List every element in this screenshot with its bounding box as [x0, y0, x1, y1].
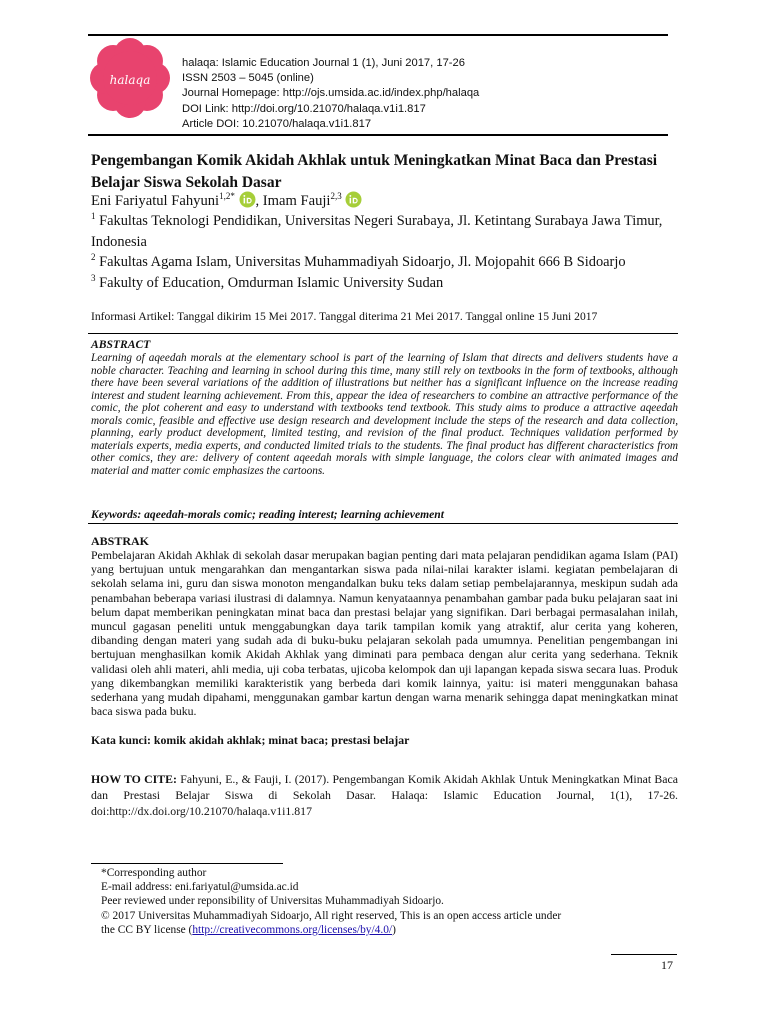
- corresponding-author-note: *Corresponding author: [101, 867, 207, 879]
- affiliation-3-text: Fakulty of Education, Omdurman Islamic University Sudan: [99, 275, 444, 291]
- journal-doi-link-line[interactable]: DOI Link: http://doi.org/10.21070/halaqa.v1i1.817: [182, 102, 426, 115]
- logo-text: halaqa: [109, 73, 151, 87]
- article-title: Pengembangan Komik Akidah Akhlak untuk Meningkatkan Minat Baca dan Prestasi Belajar Siswa Sekolah Dasar: [91, 152, 658, 191]
- author-2-affiliation-marks: 2,3: [330, 191, 342, 201]
- journal-citation-line: halaqa: Islamic Education Journal 1 (1), Juni 2017, 17-26: [182, 57, 465, 69]
- peer-review-note: Peer reviewed under reponsibility of Universitas Muhammadiyah Sidoarjo.: [101, 895, 444, 908]
- page-number-rule: [611, 954, 677, 955]
- author-separator: ,: [255, 193, 263, 209]
- author-name-2: Imam Fauji: [262, 193, 331, 209]
- article-info: Informasi Artikel: Tanggal dikirim 15 Mei 2017. Tanggal diterima 21 Mei 2017. Tanggal online 15 Juni 2017: [91, 310, 598, 323]
- abstract-heading: ABSTRACT: [91, 338, 151, 351]
- footnote-rule: [91, 863, 283, 864]
- journal-issn-line: ISSN 2503 – 5045 (online): [182, 72, 314, 85]
- orcid-icon[interactable]: [239, 191, 256, 208]
- email-address: E-mail address: eni.fariyatul@umsida.ac.id: [101, 881, 299, 894]
- how-to-cite: [91, 771, 678, 819]
- author-name-1: Eni Fariyatul Fahyuni: [91, 193, 220, 209]
- author-1-affiliation-marks: 1,2*: [219, 191, 235, 201]
- affiliation-1-text: Fakultas Teknologi Pendidikan, Universitas Negeri Surabaya, Jl. Ketintang Surabaya Jawa Timur, Indonesia: [91, 213, 663, 250]
- page-number: 17: [661, 958, 673, 972]
- abstract-keywords: Keywords: aqeedah-morals comic; reading interest; learning achievement: [91, 508, 444, 521]
- abstract-bottom-rule: [88, 523, 678, 524]
- how-to-cite-label: HOW TO CITE:: [91, 772, 177, 786]
- journal-info: [182, 56, 479, 132]
- journal-homepage-line[interactable]: Journal Homepage: http://ojs.umsida.ac.id/index.php/halaqa: [182, 87, 480, 100]
- abstract-body: Learning of aqeedah morals at the elementary school is part of the learning of Islam that directs and delivers students have a noble character. Teaching and learning in school during this time, many still rely on textbooks in the form of textbooks, although there have been several variations of the addition of illustrations but neither has a significant influence on the increase reading interest and student learning achievement. From this, appear the idea of researchers to combine an attractive performance of the comic, the plot coherent and easy to understand with textbooks tend textbook. This study aims to produce a attractive aqeedah morals comic, feasible and effective use design research and development include the steps of the research and data collection, planning, early product development, limited testing, and revision of the final product. Techniques validation performed by materials experts, media experts, and conducted limited trials to the students. The final product has different characteristics from other comics, they are: delivery of content aqeedah morals with simple language, the colors clear with animated images and material and matter comic emphasizes the cartoons.: [91, 352, 678, 477]
- copyright-note: © 2017 Universitas Muhammadiyah Sidoarjo, All right reserved, This is an open access article under: [101, 909, 562, 922]
- footnotes: [101, 866, 661, 937]
- journal-logo: [88, 36, 172, 120]
- abstract-top-rule: [88, 333, 678, 334]
- affiliation-2-text: Fakultas Agama Islam, Universitas Muhammadiyah Sidoarjo, Jl. Mojopahit 666 B Sidoarjo: [99, 254, 626, 270]
- abstrak-heading: ABSTRAK: [91, 534, 150, 548]
- license-link[interactable]: http://creativecommons.org/licenses/by/4.0/: [192, 923, 393, 936]
- author-line: [91, 191, 362, 211]
- license-line: [101, 923, 661, 937]
- how-to-cite-text: Fahyuni, E., & Fauji, I. (2017). Pengembangan Komik Akidah Akhlak Untuk Meningkatkan Minat Baca dan Prestasi Belajar Siswa di Sekolah Dasar. Halaqa: Islamic Education Journal, 1(1), 17-26. doi:http://dx.doi.org/10.21070/halaqa.v1i1.817: [91, 772, 679, 818]
- affiliation-2-number: 2: [91, 252, 96, 262]
- license-suffix: ): [392, 923, 396, 936]
- header-top-rule: [88, 34, 668, 36]
- affiliation-1-number: 1: [91, 211, 96, 221]
- abstrak-keywords: Kata kunci: komik akidah akhlak; minat baca; prestasi belajar: [91, 733, 410, 747]
- affiliation-3-number: 3: [91, 273, 96, 283]
- license-prefix: the CC BY license (: [101, 923, 193, 936]
- article-doi-line: Article DOI: 10.21070/halaqa.v1i1.817: [182, 117, 372, 130]
- affiliation-1: [91, 211, 691, 253]
- abstrak-body: Pembelajaran Akidah Akhlak di sekolah dasar merupakan bagian penting dari mata pelajaran pendidikan agama Islam (PAI) yang bertujuan untuk mengarahkan dan mengantarkan siswa pada nilai-nilai karakter islami. kegiatan pembelajaran di sekolah selama ini, guru dan siswa monoton mengandalkan buku teks dalam setiap pembelajarannya, meskipun sudah ada penambahan beberapa variasi ilustrasi di dalamnya. Namun kenyataannya penambahan gambar pada buku pelajaran saat ini belum dapat memberikan peningkatan minat baca dan prestasi belajar yang signifikan. Dari berbagai permasalahan inilah, muncul gagasan peneliti untuk menggabungkan daya tarik tampilan komik yang atraktif, alur cerita yang koheren, dibanding dengan materi yang sudah ada di buku-buku pelajaran sekolah pada umumnya. Penelitian pengembangan ini bertujuan menghasilkan komik Akidah Akhlak yang diminati para pembaca dengan alur cerita yang sederhana. Teknik validasi oleh ahli materi, ahli media, uji coba terbatas, ujicoba kelompok dan uji lapangan kepada siswa secara luas. Produk yang dikembangkan memiliki karakteristik yang berbeda dari komik lainnya, yaitu: isi materi menggunakan bahasa sederhana yang mudah dipahami, menggunakan gambar kartun dengan warna menarik sehingga dapat meningkatkan minat baca siswa pada buku.: [91, 548, 678, 719]
- affiliation-3: [91, 273, 691, 294]
- header-bottom-rule: [88, 134, 668, 136]
- affiliation-2: [91, 252, 691, 273]
- orcid-icon[interactable]: [345, 191, 362, 208]
